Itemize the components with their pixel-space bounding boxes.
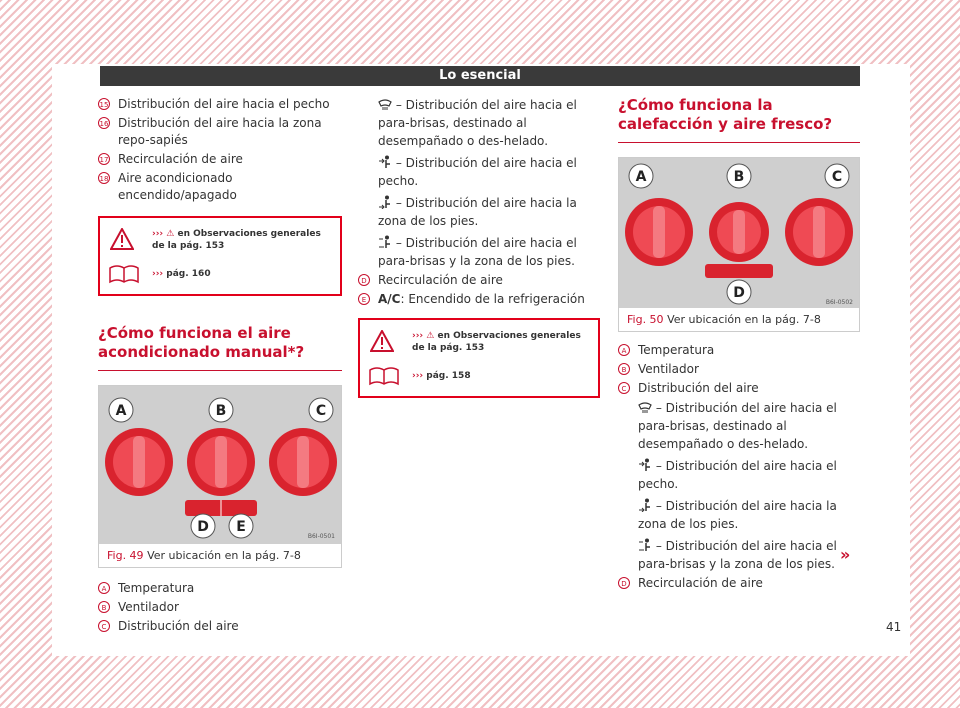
warning-reference-text: ››› ⚠ en Observaciones generales de la pág. 153 bbox=[412, 331, 581, 353]
page-number: 41 bbox=[886, 620, 902, 634]
distribution-item: – Distribución del aire hacia la zona de los pies. bbox=[638, 499, 837, 531]
figure-caption: Fig. 49 Ver ubicación en la pág. 7-8 bbox=[107, 549, 301, 562]
legend-text: Temperatura bbox=[118, 581, 195, 595]
distribution-item: – Distribución del aire hacia el para-brisas y la zona de los pies. bbox=[378, 236, 577, 268]
book-reference-icon bbox=[108, 262, 140, 286]
list-item bbox=[98, 96, 342, 113]
legend-text: Ventilador bbox=[638, 362, 699, 376]
section-title: ¿Cómo funciona el aire acondicionado manual*? bbox=[98, 324, 342, 371]
airflow-windshield-feet-icon bbox=[638, 538, 652, 552]
legend-item bbox=[618, 342, 860, 359]
figure-label: B bbox=[215, 403, 227, 419]
legend-item bbox=[618, 575, 860, 592]
list-item-text: Distribución del aire hacia la zona repo-sapiés bbox=[118, 116, 322, 147]
distribution-item: – Distribución del aire hacia el pecho. bbox=[638, 459, 837, 491]
control-panel-image bbox=[99, 386, 341, 544]
legend-item bbox=[358, 272, 600, 289]
legend-letter-badge: D bbox=[358, 274, 370, 286]
windshield-defrost-icon bbox=[638, 400, 652, 414]
control-panel-image bbox=[619, 158, 859, 308]
distribution-item: – Distribución del aire hacia la zona de los pies. bbox=[378, 196, 577, 228]
item-number-badge: 17 bbox=[98, 153, 110, 165]
figure-50 bbox=[618, 157, 860, 332]
warning-box bbox=[358, 318, 600, 398]
column-right bbox=[618, 96, 860, 594]
legend-text: Temperatura bbox=[638, 343, 715, 357]
distribution-item: – Distribución del aire hacia el pecho. bbox=[378, 156, 577, 188]
page-reference-link[interactable]: ››› pág. 158 bbox=[412, 371, 471, 381]
figure-label: E bbox=[236, 519, 246, 535]
distribution-item: – Distribución del aire hacia el para-brisas, destinado al desempañado o des-helado. bbox=[638, 401, 837, 451]
figure-label: C bbox=[831, 169, 843, 185]
hvac-controls-illustration bbox=[619, 158, 859, 308]
list-item bbox=[98, 115, 342, 149]
warning-triangle-icon bbox=[110, 228, 134, 250]
knob-fan bbox=[187, 428, 255, 496]
legend-letter-badge: C bbox=[618, 382, 630, 394]
page-header: Lo esencial bbox=[100, 66, 860, 86]
list-item-text: Aire acondicionado encendido/apagado bbox=[118, 171, 237, 202]
figure-code: B6I-0502 bbox=[825, 299, 853, 306]
figure-code: B6I-0501 bbox=[307, 533, 335, 540]
legend-text: Recirculación de aire bbox=[378, 273, 503, 287]
list-item bbox=[98, 151, 342, 168]
legend-letter-badge: B bbox=[618, 363, 630, 375]
page-reference-link[interactable]: ››› pág. 160 bbox=[152, 269, 211, 279]
airflow-feet-icon bbox=[378, 195, 392, 209]
hvac-controls-illustration bbox=[99, 386, 341, 544]
section-title: ¿Cómo funciona la calefacción y aire fresco? bbox=[618, 96, 860, 143]
warning-triangle-icon bbox=[370, 330, 394, 352]
item-number-badge: 16 bbox=[98, 117, 110, 129]
airflow-chest-icon bbox=[638, 458, 652, 472]
warning-box bbox=[98, 216, 342, 296]
airflow-feet-icon bbox=[638, 498, 652, 512]
legend-letter-badge: C bbox=[98, 620, 110, 632]
airflow-windshield-feet-icon bbox=[378, 235, 392, 249]
legend-text: Recirculación de aire bbox=[638, 576, 763, 590]
warning-reference-text: ››› ⚠ en Observaciones generales de la pág. 153 bbox=[152, 229, 321, 251]
figure-label: A bbox=[115, 403, 127, 419]
figure-label: D bbox=[733, 285, 745, 301]
distribution-item: – Distribución del aire hacia el para-brisas, destinado al desempañado o des-helado. bbox=[378, 98, 577, 148]
windshield-defrost-icon bbox=[378, 97, 392, 111]
legend-letter-badge: D bbox=[618, 577, 630, 589]
legend-item bbox=[98, 599, 342, 616]
column-middle bbox=[358, 96, 600, 398]
legend-letter-badge: A bbox=[618, 344, 630, 356]
legend-text: A/C: Encendido de la refrigeración bbox=[378, 292, 585, 306]
legend-item bbox=[618, 361, 860, 378]
figure-49 bbox=[98, 385, 342, 568]
airflow-chest-icon bbox=[378, 155, 392, 169]
item-number-badge: 18 bbox=[98, 172, 110, 184]
legend-item bbox=[98, 580, 342, 597]
figure-label: D bbox=[197, 519, 209, 535]
column-left bbox=[98, 96, 342, 637]
legend-text: Distribución del aire bbox=[638, 381, 759, 395]
legend-item bbox=[98, 618, 342, 635]
book-reference-icon bbox=[368, 364, 400, 388]
figure-label: B bbox=[733, 169, 745, 185]
legend-item bbox=[618, 380, 860, 397]
continue-arrow-icon: » bbox=[840, 545, 851, 564]
legend-item bbox=[358, 291, 600, 308]
figure-label: C bbox=[315, 403, 327, 419]
knob-distribution bbox=[269, 428, 337, 496]
item-number-badge: 15 bbox=[98, 98, 110, 110]
figure-caption: Fig. 50 Ver ubicación en la pág. 7-8 bbox=[627, 313, 821, 326]
legend-list bbox=[98, 580, 342, 635]
knob-temperature bbox=[105, 428, 173, 496]
list-item bbox=[98, 170, 342, 204]
figure-label: A bbox=[635, 169, 647, 185]
legend-list bbox=[618, 342, 860, 397]
legend-text: Ventilador bbox=[118, 600, 179, 614]
list-item-text: Recirculación de aire bbox=[118, 152, 243, 166]
distribution-item: – Distribución del aire hacia el para-brisas y la zona de los pies. bbox=[638, 539, 837, 571]
legend-letter-badge: B bbox=[98, 601, 110, 613]
legend-letter-badge: A bbox=[98, 582, 110, 594]
legend-letter-badge: E bbox=[358, 293, 370, 305]
list-item-text: Distribución del aire hacia el pecho bbox=[118, 97, 330, 111]
legend-text: Distribución del aire bbox=[118, 619, 239, 633]
